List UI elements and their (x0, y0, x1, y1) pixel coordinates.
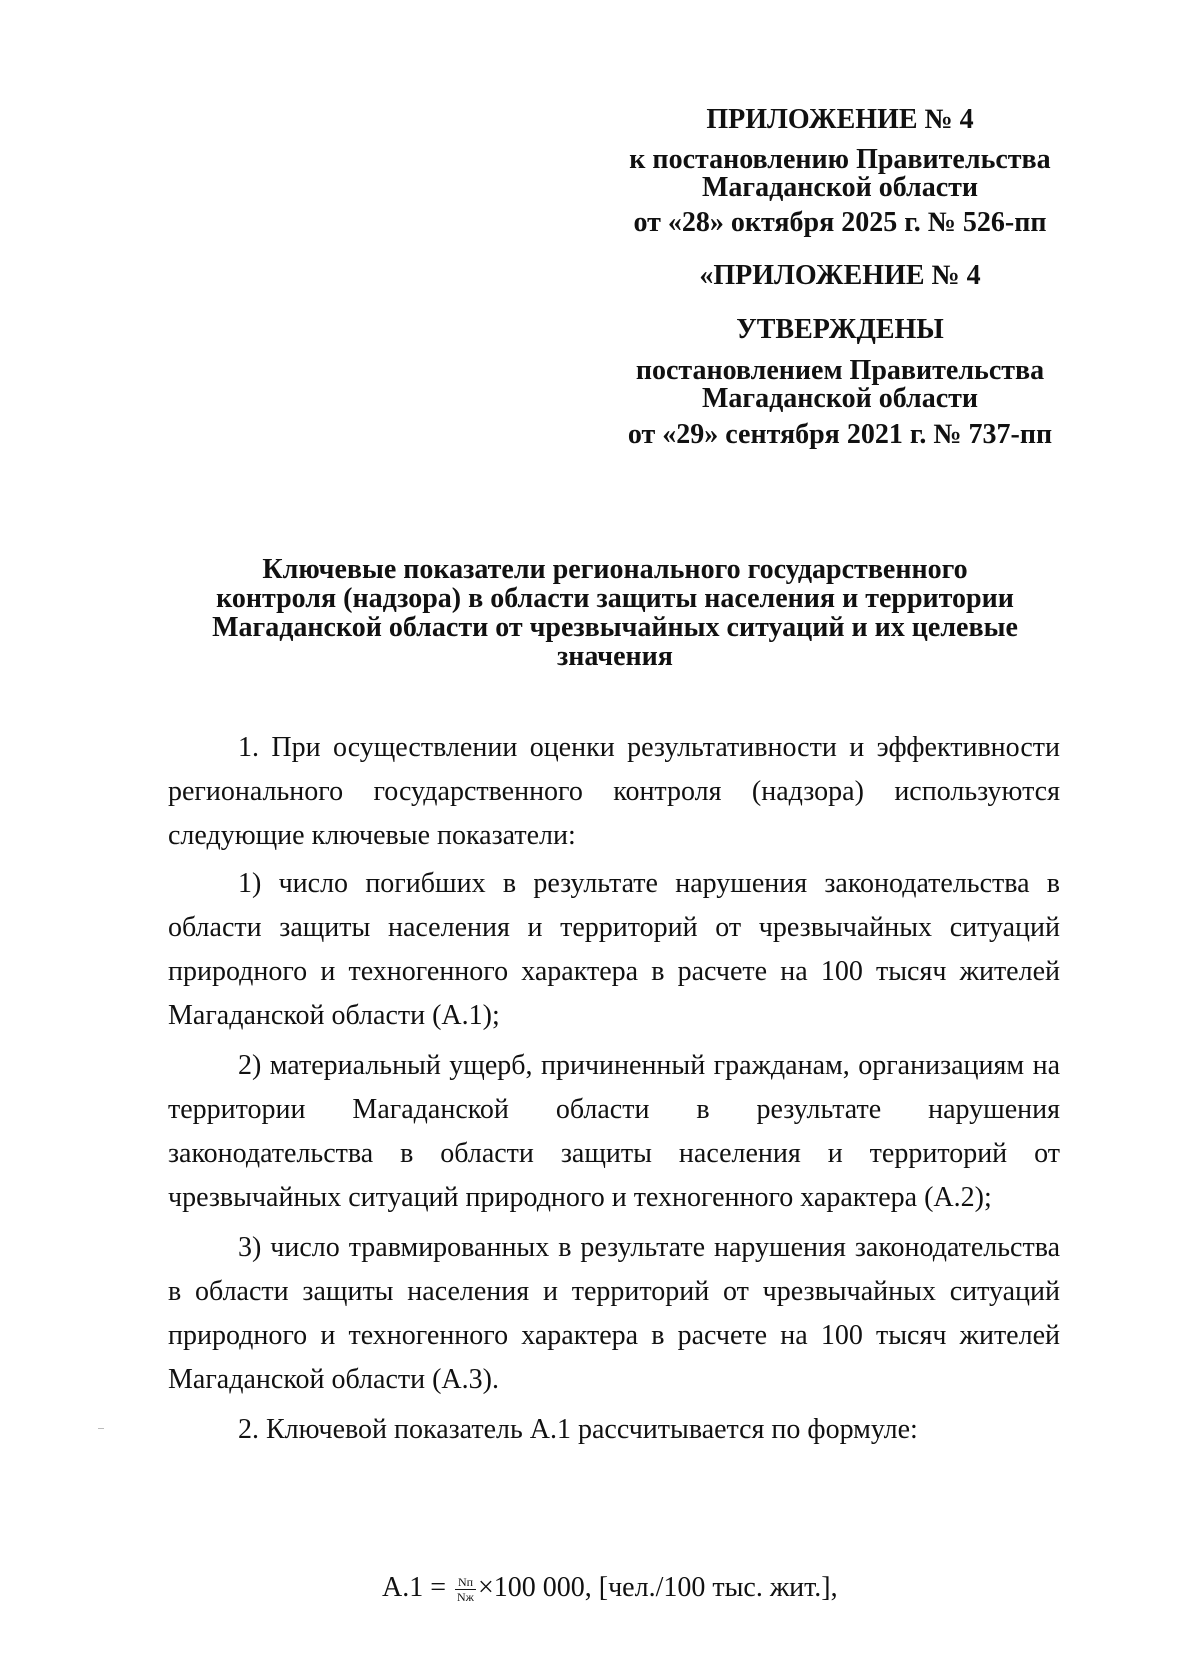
scan-mark (98, 1428, 104, 1429)
title-line2: контроля (надзора) в области защиты населения и территории (216, 583, 1014, 614)
formula-rhs: ×100 000, [чел./100 тыс. жит.], (477, 1572, 838, 1603)
title-line4: значения (557, 641, 673, 672)
document-title (200, 555, 1030, 671)
approved-date: от «29» сентября 2021 г. № 737-пп (627, 419, 1053, 450)
appendix-label: ПРИЛОЖЕНИЕ № 4 (706, 104, 974, 135)
to-resolution-line1: к постановлению Правительства (629, 144, 1051, 175)
paragraph-1: 1. При осуществлении оценки результативности и эффективности регионального государственного контроля (надзора) используются следующие ключевые показатели: (168, 732, 1060, 851)
document-body (168, 726, 1060, 1458)
formula-lhs: А.1 = (382, 1572, 447, 1603)
quoted-appendix-label: «ПРИЛОЖЕНИЕ № 4 (699, 260, 981, 291)
to-resolution-line2: Магаданской области (701, 172, 979, 203)
list-item-1: 1) число погибших в результате нарушения законодательства в области защиты населения и территорий от чрезвычайных ситуаций природного и техногенного характера в расчете на 100 тысяч жителей Магаданской области (А.1); (168, 868, 1060, 1031)
title-line3: Магаданской области от чрезвычайных ситуаций и их целевые (212, 612, 1018, 643)
formula-fraction (455, 1575, 476, 1604)
formula-denominator: Nж (457, 1590, 474, 1605)
to-resolution-block (620, 146, 1060, 202)
formula-numerator: Nп (455, 1575, 476, 1590)
approved-by-line1: постановлением Правительства (635, 355, 1045, 386)
list-item-2: 2) материальный ущерб, причиненный гражданам, организациям на территории Магаданской области в результате нарушения законодательства в области защиты населения и территорий от чрезвычайных ситуаций природного и техногенного характера (А.2); (168, 1050, 1060, 1213)
resolution-date: от «28» октября 2025 г. № 526-пп (633, 207, 1047, 238)
approved-label: УТВЕРЖДЕНЫ (736, 314, 944, 345)
title-line1: Ключевые показатели регионального государственного (262, 554, 968, 585)
approved-by-line2: Магаданской области (701, 383, 979, 414)
paragraph-2: 2. Ключевой показатель А.1 рассчитывается по формуле: (238, 1414, 918, 1445)
list-item-3: 3) число травмированных в результате нарушения законодательства в области защиты населения и территорий от чрезвычайных ситуаций природного и техногенного характера в расчете на 100 тысяч жителей Магаданской области (А.3). (168, 1232, 1060, 1395)
approved-by-block (620, 357, 1060, 413)
formula (382, 1568, 838, 1608)
